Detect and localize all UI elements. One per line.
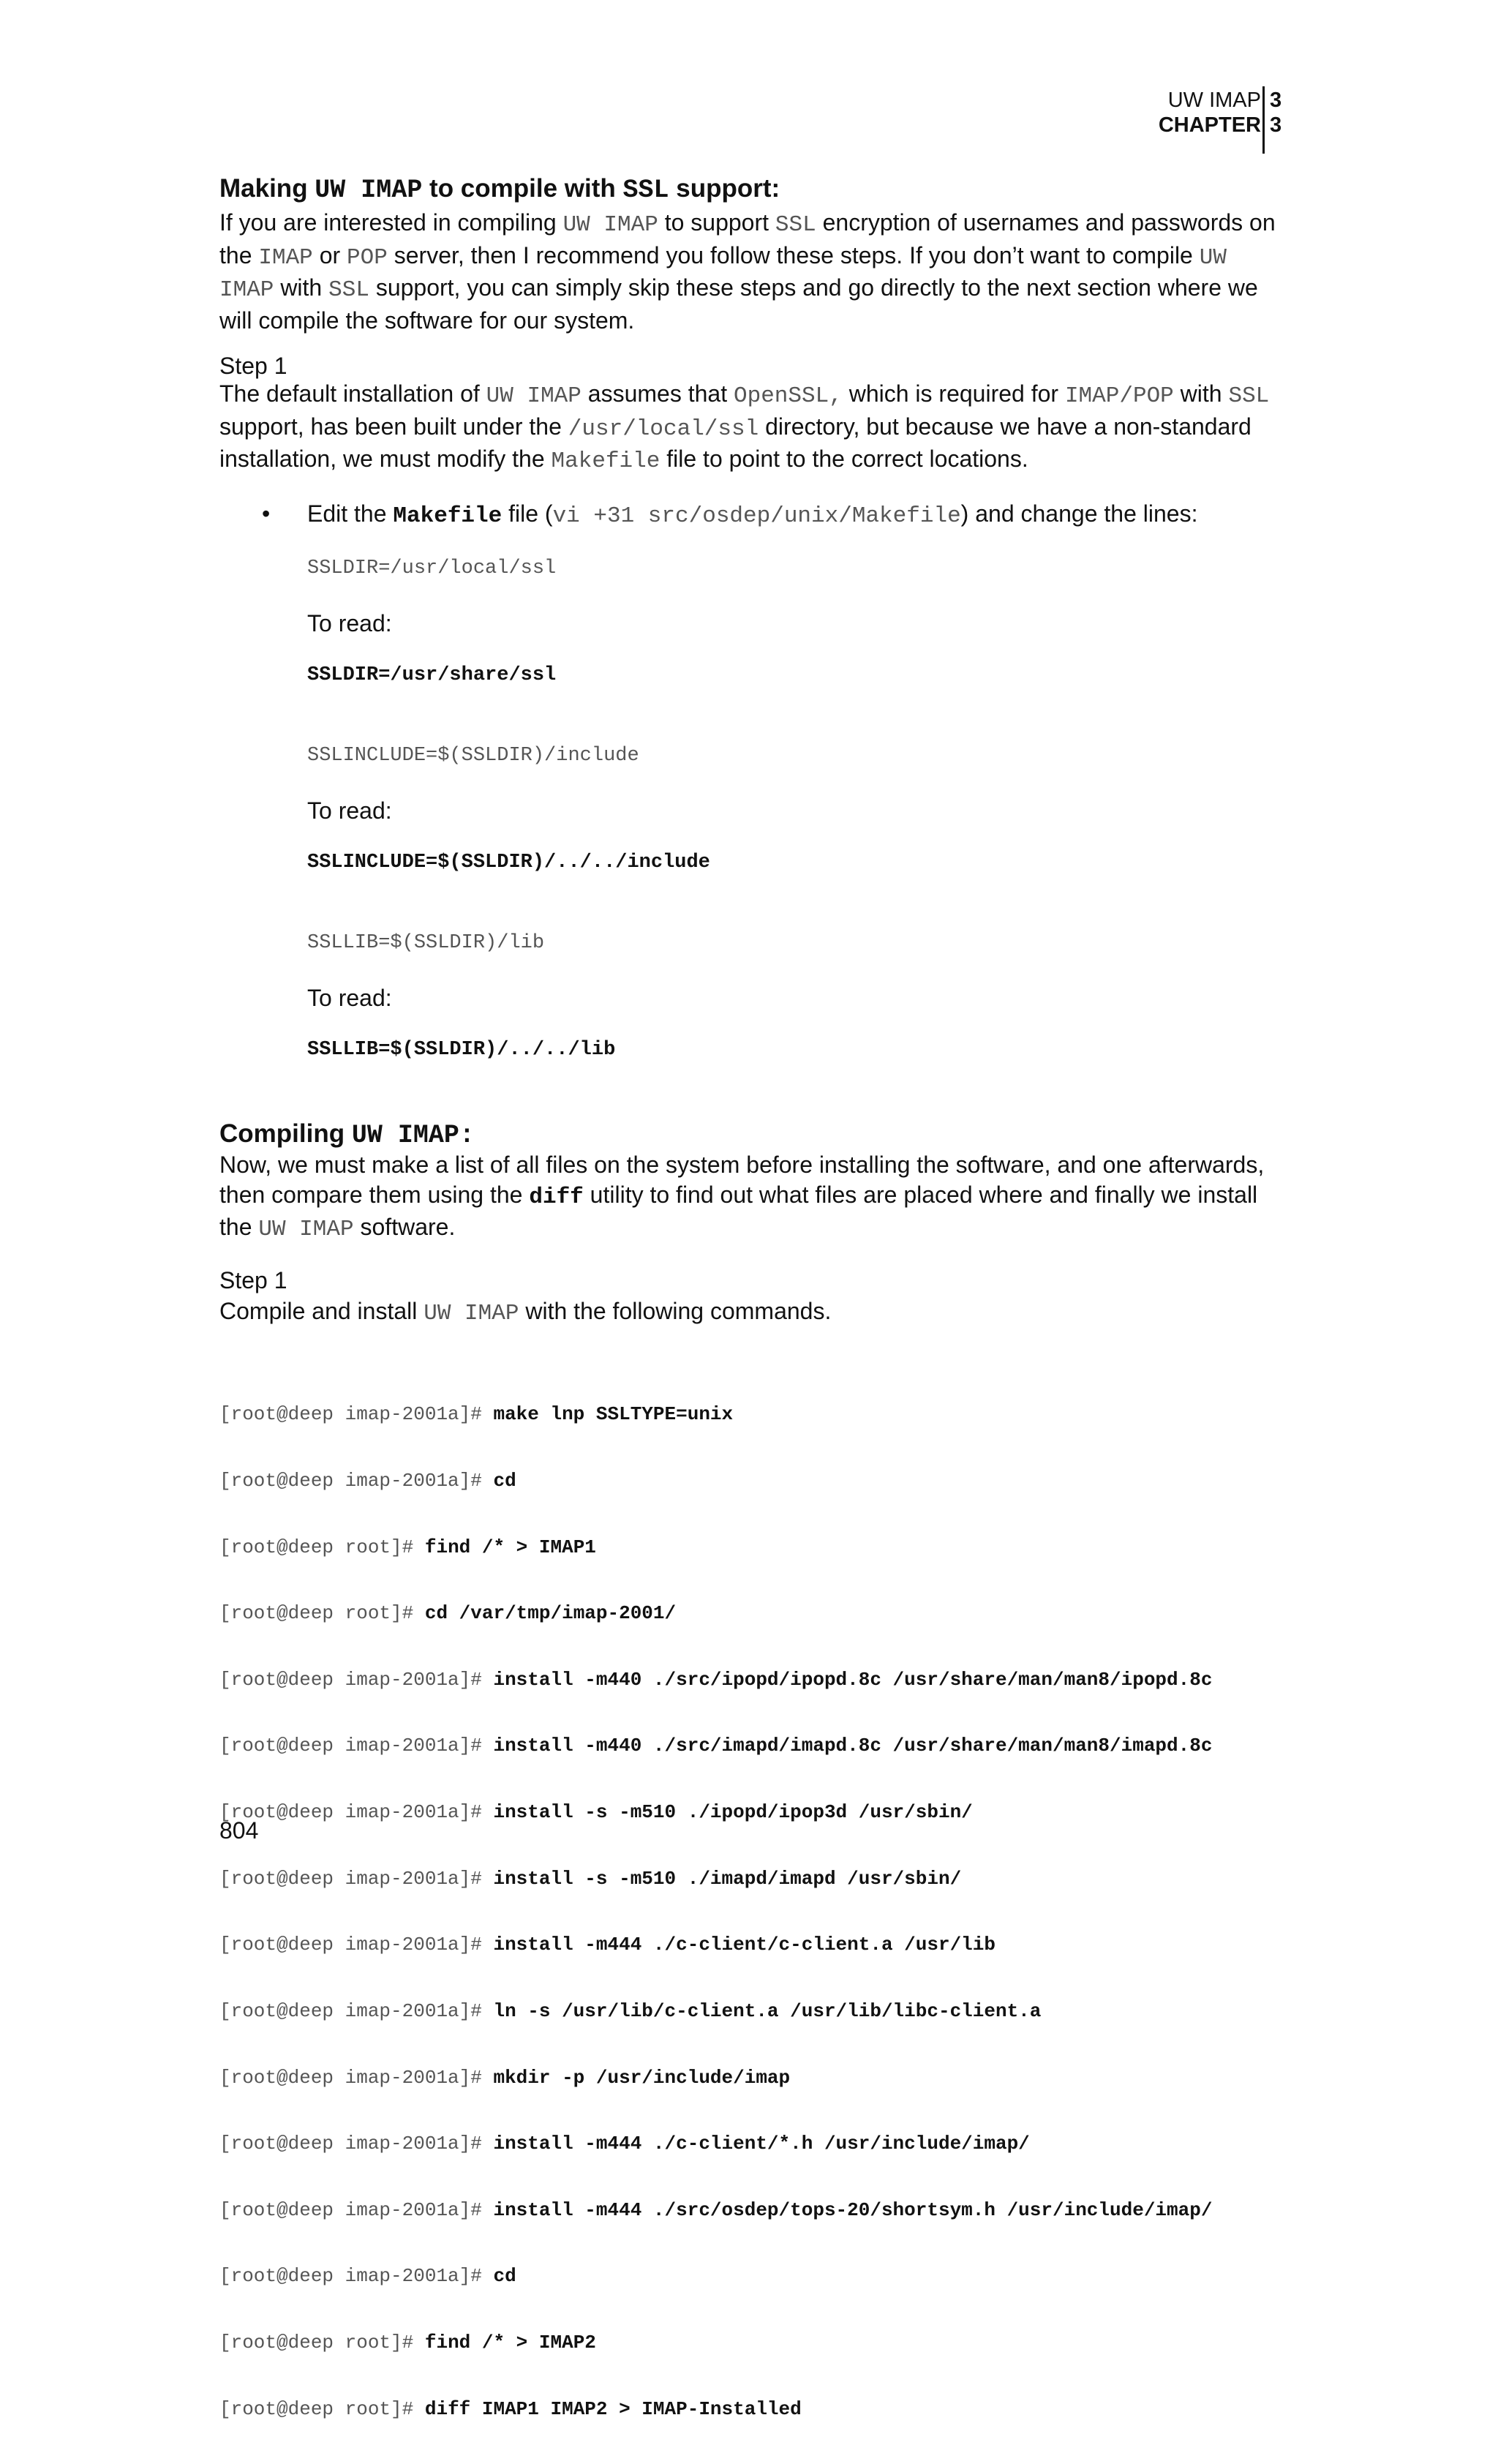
compile-heading-text: Compiling [219,1119,352,1148]
bullet-dot: • [262,500,271,527]
terminal-command: mkdir -p /usr/include/imap [493,2066,791,2089]
step-text: support, has been built under the [219,413,568,440]
intro-text: Now, we must make a list of all files on the system before installing the software, and one afterwards, then compare them using the [219,1152,1265,1208]
header-title: UW IMAP [1167,89,1261,112]
ssl-heading-code-2: SSL [622,176,669,205]
intro-text: server, then I recommend you follow these steps. If you don’t want to compile [387,241,1200,268]
terminal-command: install -s -m510 ./ipopd/ipop3d /usr/sbin/ [493,1801,973,1824]
header-row-title [1168,88,1286,113]
terminal-command: diff IMAP1 IMAP2 > IMAP-Installed [424,2397,802,2420]
step-code: /usr/local/ssl [568,416,759,442]
bullet-text: ) and change the lines: [960,500,1198,527]
ssl-heading-text-2: to compile with [422,174,623,203]
terminal-command: install -m444 ./c-client/c-client.a /usr/lib [493,1934,995,1956]
edit-new-line: SSLLIB=$(SSLDIR)/../../lib [307,1039,616,1061]
compile-step-label: Step 1 [219,1267,287,1293]
intro-code: SSL [328,277,369,304]
terminal-line [219,1801,1212,1823]
compile-intro-paragraph [219,1150,1287,1245]
terminal-prompt: [root@deep imap-2001a]# [219,1668,494,1691]
terminal-prompt: [root@deep root]# [219,1602,425,1625]
terminal-command: make lnp SSLTYPE=unix [493,1403,734,1426]
header-title-number: 3 [1270,89,1282,112]
ssl-intro-paragraph [219,208,1287,335]
terminal-line [219,1470,1212,1492]
ssl-heading-text-1: Making [219,174,315,203]
ssl-step-label: Step 1 [219,353,287,379]
intro-text: encryption of usernames and passwords on the [219,209,1276,268]
makefile-bullet [262,500,1197,529]
step-code: UW IMAP [424,1301,519,1326]
step-code: OpenSSL, [734,383,843,409]
edit-new-line: SSLDIR=/usr/share/ssl [307,664,557,686]
intro-text: support, you can simply skip these steps and go directly to the next section where we will compile the software for our system. [219,274,1258,334]
terminal-command: install -m440 ./src/ipopd/ipopd.8c /usr/share/man/man8/ipopd.8c [493,1668,1213,1691]
terminal-line [219,1735,1212,1757]
terminal-command: install -m444 ./c-client/*.h /usr/include/imap/ [493,2133,1030,2155]
compile-section-heading [219,1119,475,1150]
terminal-prompt: [root@deep imap-2001a]# [219,2198,494,2221]
header-divider [1262,86,1265,154]
intro-code: SSL [775,212,816,238]
terminal-prompt: [root@deep imap-2001a]# [219,2133,494,2155]
terminal-line [219,2332,1212,2354]
terminal-prompt: [root@deep imap-2001a]# [219,1934,494,1956]
intro-text: with [274,274,329,301]
terminal-prompt: [root@deep imap-2001a]# [219,1999,494,2022]
intro-text: utility to find out what files are placed where and finally we install the [219,1181,1258,1241]
terminal-command: install -m444 ./src/osdep/tops-20/shortsym.h /usr/include/imap/ [493,2198,1213,2221]
terminal-listing [219,1359,1212,2464]
intro-code: diff [529,1184,584,1210]
bullet-filename: Makefile [393,503,503,529]
terminal-line [219,1669,1212,1691]
terminal-command: cd /var/tmp/imap-2001/ [424,1602,677,1625]
header-chapter: CHAPTER [1158,113,1261,137]
terminal-line [219,2199,1212,2221]
terminal-prompt: [root@deep imap-2001a]# [219,1403,494,1426]
terminal-prompt: [root@deep imap-2001a]# [219,1801,494,1824]
intro-code: UW IMAP [258,1217,354,1243]
terminal-command: cd [493,2265,516,2288]
edit-old-line: SSLLIB=$(SSLDIR)/lib [307,932,545,954]
step-code: IMAP/POP [1064,383,1174,409]
step-text: which is required for [842,380,1065,407]
step-text: Compile and install [219,1298,424,1324]
bullet-command: vi +31 src/osdep/unix/Makefile [552,503,961,529]
intro-text: software. [353,1214,456,1241]
terminal-line [219,2133,1212,2155]
header-chapter-number: 3 [1270,113,1282,137]
terminal-prompt: [root@deep imap-2001a]# [219,1735,494,1757]
ssl-step-paragraph [219,379,1287,477]
terminal-line [219,1868,1212,1890]
terminal-prompt: [root@deep imap-2001a]# [219,2265,494,2288]
step-text: assumes that [581,380,734,407]
compile-step-text [219,1298,831,1326]
edit-to-read-label: To read: [307,610,392,636]
step-text: directory, but because we have a non-standard installation, we must modify the [219,413,1252,473]
terminal-command: ln -s /usr/lib/c-client.a /usr/lib/libc-client.a [493,1999,1042,2022]
edit-old-line: SSLINCLUDE=$(SSLDIR)/include [307,745,639,767]
terminal-line [219,1934,1212,1956]
step-code: UW IMAP [486,383,581,409]
edit-to-read-label: To read: [307,797,392,824]
terminal-line [219,1403,1212,1425]
step-code: SSL [1228,383,1270,409]
terminal-prompt: [root@deep root]# [219,2331,425,2354]
terminal-line [219,1602,1212,1624]
terminal-prompt: [root@deep root]# [219,1536,425,1558]
intro-code: IMAP [258,244,313,271]
intro-text: to support [658,209,775,236]
bullet-text: file ( [502,500,553,527]
intro-code: UW IMAP [562,212,658,238]
ssl-heading-code-1: UW IMAP [315,176,423,205]
terminal-command: install -s -m510 ./imapd/imapd /usr/sbin/ [493,1867,962,1890]
terminal-line [219,2265,1212,2287]
page-number: 804 [219,1817,259,1844]
step-code: Makefile [551,448,660,475]
terminal-line [219,2067,1212,2089]
terminal-prompt: [root@deep imap-2001a]# [219,1470,494,1492]
terminal-line [219,2000,1212,2022]
terminal-prompt: [root@deep imap-2001a]# [219,1867,494,1890]
running-header [993,86,1286,154]
terminal-command: install -m440 ./src/imapd/imapd.8c /usr/share/man/man8/imapd.8c [493,1735,1213,1757]
intro-text: or [312,241,347,268]
edit-new-line: SSLINCLUDE=$(SSLDIR)/../../include [307,852,710,874]
header-row-chapter [1159,113,1286,138]
ssl-section-heading [219,174,780,205]
terminal-line [219,2398,1212,2420]
terminal-command: find /* > IMAP2 [424,2331,596,2354]
step-text: file to point to the correct locations. [660,446,1028,473]
terminal-line [219,1536,1212,1558]
step-text: with [1173,380,1229,407]
intro-code: UW IMAP [219,244,1227,304]
bullet-text: Edit the [307,500,394,527]
compile-heading-code: UW IMAP: [351,1121,475,1150]
step-text: with the following commands. [519,1298,832,1324]
step-text: The default installation of [219,380,486,407]
terminal-command: cd [493,1470,516,1492]
terminal-prompt: [root@deep root]# [219,2397,425,2420]
terminal-prompt: [root@deep imap-2001a]# [219,2066,494,2089]
terminal-command: find /* > IMAP1 [424,1536,596,1558]
ssl-heading-text-3: support: [669,174,780,203]
intro-text: If you are interested in compiling [219,209,563,236]
intro-code: POP [347,244,388,271]
edit-to-read-label: To read: [307,985,392,1011]
edit-old-line: SSLDIR=/usr/local/ssl [307,557,557,579]
